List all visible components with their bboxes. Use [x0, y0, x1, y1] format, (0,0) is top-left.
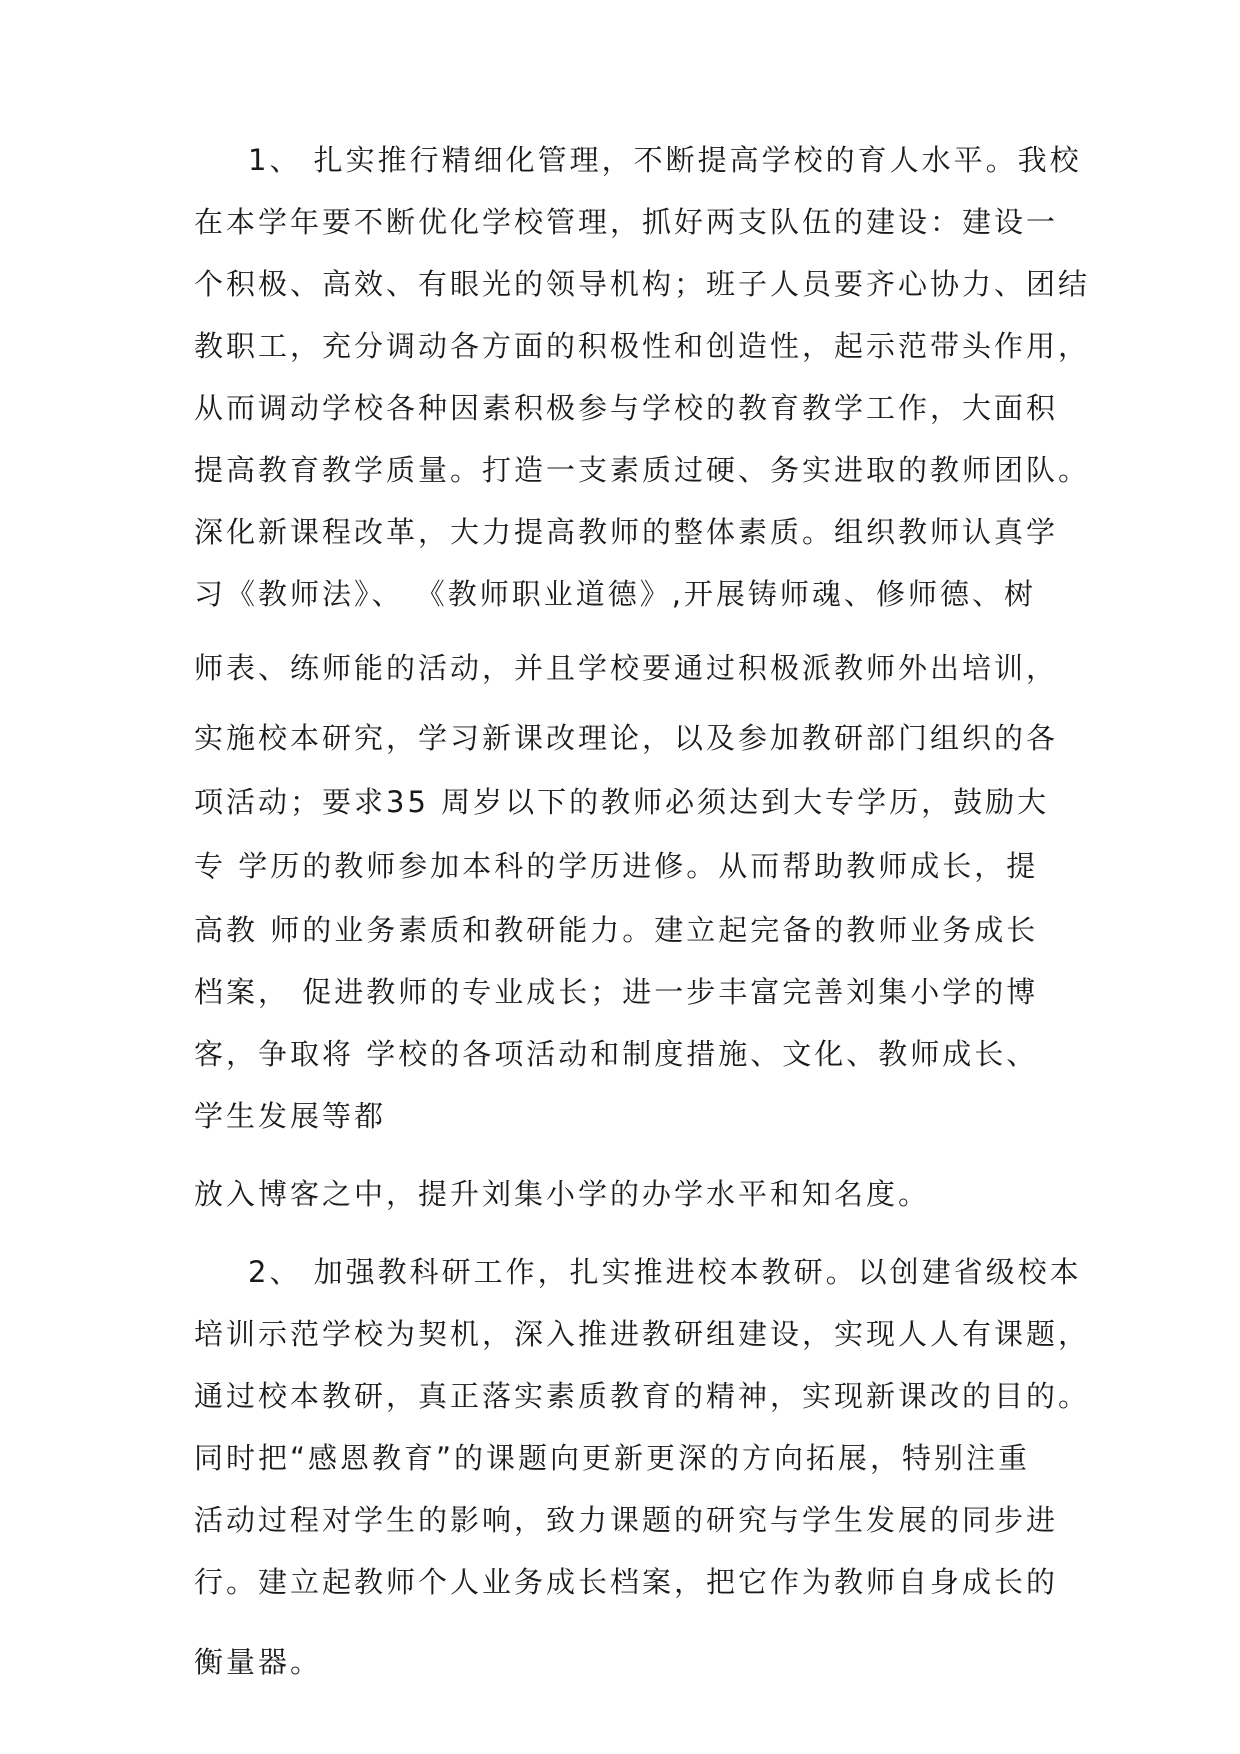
text-line: 提高教育教学质量。打造一支素质过硬、务实进取的教师团队。 — [194, 453, 1091, 487]
text-line: 客，争取将 学校的各项活动和制度措施、文化、教师成长、 — [194, 1037, 1039, 1071]
text-line: 从而调动学校各种因素积极参与学校的教育教学工作，大面积 — [194, 391, 1059, 425]
text-line: 教职工，充分调动各方面的积极性和创造性，起示范带头作用， — [194, 329, 1091, 363]
text-line: 高教 师的业务素质和教研能力。建立起完备的教师业务成长 — [194, 913, 1039, 947]
text-line: 项活动；要求35 周岁以下的教师必须达到大专学历，鼓励大 — [194, 785, 1050, 819]
text-line: 深化新课程改革，大力提高教师的整体素质。组织教师认真学 — [194, 515, 1059, 549]
text-line: 放入博客之中，提升刘集小学的办学水平和知名度。 — [194, 1177, 931, 1211]
text-line: 2、 加强教科研工作，扎实推进校本教研。以创建省级校本 — [248, 1255, 1082, 1289]
text-line: 学生发展等都 — [194, 1099, 387, 1133]
text-line: 活动过程对学生的影响，致力课题的研究与学生发展的同步进 — [194, 1503, 1059, 1537]
text-line: 通过校本教研，真正落实素质教育的精神，实现新课改的目的。 — [194, 1379, 1091, 1413]
text-line: 个积极、高效、有眼光的领导机构；班子人员要齐心协力、团结 — [194, 267, 1091, 301]
text-line: 档案， 促进教师的专业成长；进一步丰富完善刘集小学的博 — [194, 975, 1039, 1009]
text-line: 在本学年要不断优化学校管理，抓好两支队伍的建设：建设一 — [194, 205, 1059, 239]
text-line: 衡量器。 — [194, 1645, 323, 1679]
text-line: 1、 扎实推行精细化管理，不断提高学校的育人水平。我校 — [248, 143, 1082, 177]
text-line: 行。建立起教师个人业务成长档案，把它作为教师自身成长的 — [194, 1565, 1059, 1599]
text-line: 习《教师法》、 《教师职业道德》,开展铸师魂、修师德、树 — [194, 577, 1036, 611]
text-line: 同时把“感恩教育”的课题向更新更深的方向拓展，特别注重 — [194, 1441, 1031, 1475]
text-line: 培训示范学校为契机，深入推进教研组建设，实现人人有课题， — [194, 1317, 1091, 1351]
text-line: 专 学历的教师参加本科的学历进修。从而帮助教师成长，提 — [194, 849, 1039, 883]
text-line: 实施校本研究，学习新课改理论，以及参加教研部门组织的各 — [194, 721, 1059, 755]
text-line: 师表、练师能的活动，并且学校要通过积极派教师外出培训， — [194, 651, 1059, 685]
